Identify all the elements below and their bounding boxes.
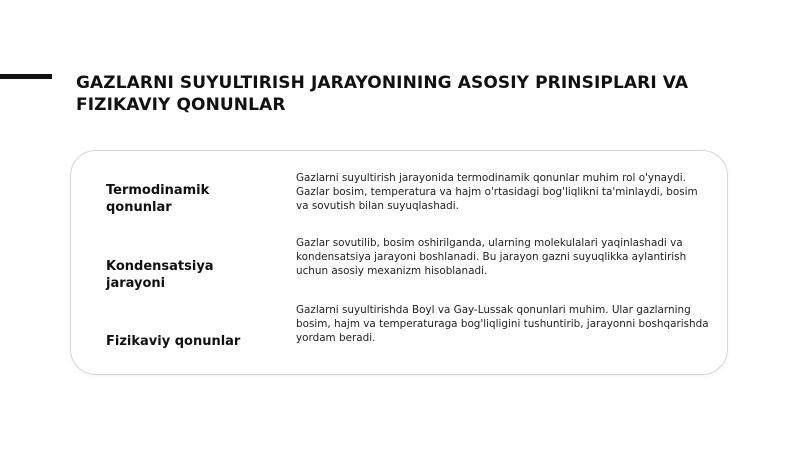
term-fizikaviy: Fizikaviy qonunlar [106, 334, 241, 349]
term-kondensatsiya: Kondensatsiya jarayoni [106, 259, 214, 291]
description-kondensatsiya: Gazlar sovutilib, bosim oshirilganda, ularning molekulalari yaqinlashadi va kondensatsiya jarayoni boshlanadi. Bu jarayon gazni suyuqlikka aylantirish uchun asosiy mexanizm hisoblanadi. [296, 237, 687, 277]
term-termodinamik: Termodinamik qonunlar [106, 183, 210, 215]
title-accent-bar [0, 74, 52, 79]
slide-title: GAZLARNI SUYULTIRISH JARAYONINING ASOSIY PRINSIPLARI VA FIZIKAVIY QONUNLAR [76, 73, 689, 115]
description-termodinamik: Gazlarni suyultirish jarayonida termodinamik qonunlar muhim rol o'ynaydi. Gazlar bosim, temperatura va hajm o'rtasidagi bog'liqlikni ta'minlaydi, bosim va sovutish bilan suyuqlashadi. [296, 172, 698, 212]
description-fizikaviy: Gazlarni suyultirishda Boyl va Gay-Lussak qonunlari muhim. Ular gazlarning bosim, hajm va temperaturaga bog'liqligini tushuntirib, jarayonni boshqarishda yordam beradi. [296, 304, 709, 344]
